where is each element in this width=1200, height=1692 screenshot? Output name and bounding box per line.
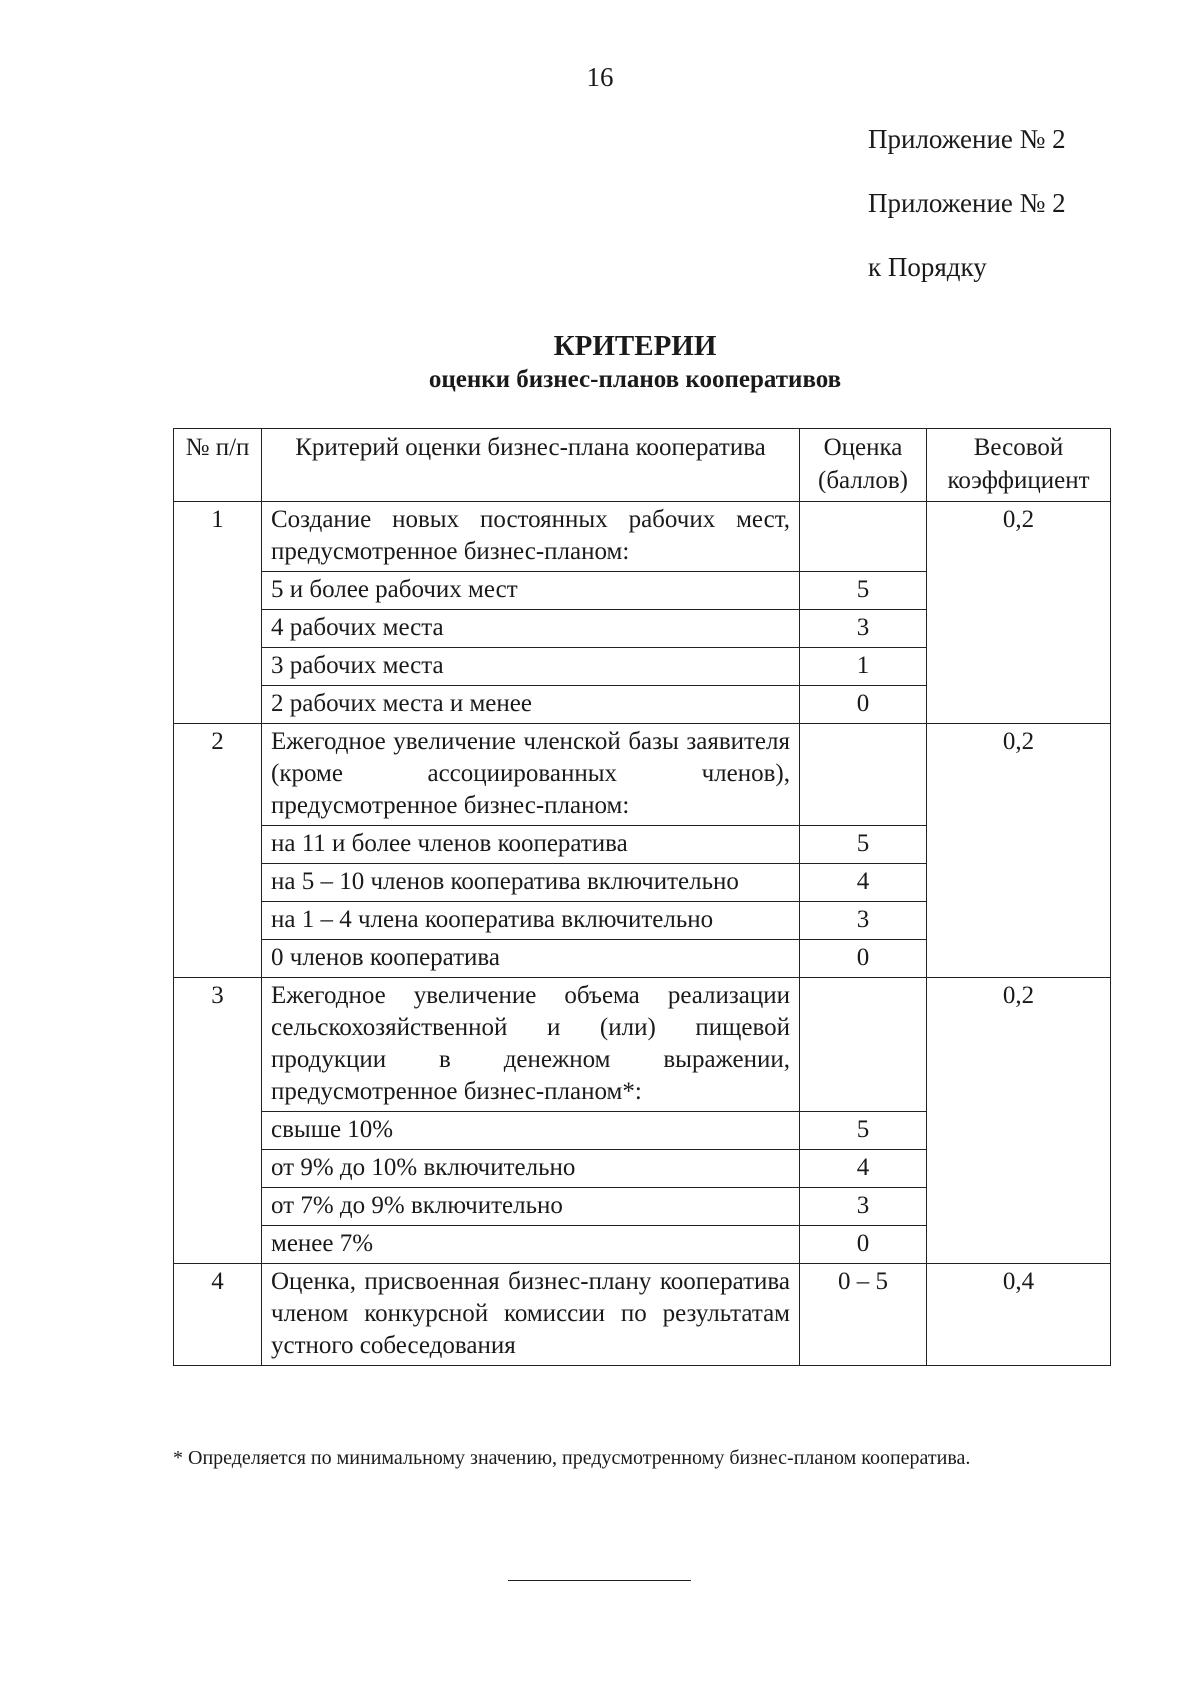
table-header-row bbox=[174, 429, 1111, 502]
appendix-order-reference: к Порядку bbox=[868, 252, 987, 282]
option-score: 3 bbox=[800, 902, 927, 940]
option-text: менее 7% bbox=[262, 1226, 800, 1264]
option-text: 5 и более рабочих мест bbox=[262, 572, 800, 610]
criteria-table bbox=[173, 428, 1111, 1366]
option-text: свыше 10% bbox=[262, 1112, 800, 1150]
option-text: 0 членов кооператива bbox=[262, 940, 800, 978]
header-weight: Весовой коэффициент bbox=[927, 429, 1111, 502]
criterion-weight: 0,2 bbox=[927, 978, 1111, 1264]
criterion-score bbox=[800, 978, 927, 1112]
option-text: от 7% до 9% включительно bbox=[262, 1188, 800, 1226]
criterion-number: 3 bbox=[174, 978, 262, 1264]
option-score: 0 bbox=[800, 686, 927, 724]
option-text: на 1 – 4 члена кооператива включительно bbox=[262, 902, 800, 940]
option-score: 1 bbox=[800, 648, 927, 686]
option-score: 4 bbox=[800, 1150, 927, 1188]
option-score: 3 bbox=[800, 610, 927, 648]
option-text: от 9% до 10% включительно bbox=[262, 1150, 800, 1188]
criterion-score: 0 – 5 bbox=[800, 1264, 927, 1366]
criterion-text: Создание новых постоянных рабочих мест, предусмотренное бизнес-планом: bbox=[262, 502, 800, 572]
criterion-score bbox=[800, 724, 927, 826]
option-text: на 11 и более членов кооператива bbox=[262, 826, 800, 864]
criterion-text: Оценка, присвоенная бизнес-плану кооператива членом конкурсной комиссии по результатам устного собеседования bbox=[262, 1264, 800, 1366]
header-number: № п/п bbox=[174, 429, 262, 502]
table-row bbox=[174, 724, 1111, 826]
option-text: 2 рабочих места и менее bbox=[262, 686, 800, 724]
criterion-score bbox=[800, 502, 927, 572]
criterion-weight: 0,2 bbox=[927, 502, 1111, 724]
option-score: 4 bbox=[800, 864, 927, 902]
option-score: 5 bbox=[800, 1112, 927, 1150]
end-divider bbox=[508, 1580, 691, 1581]
header-criterion: Критерий оценки бизнес-плана кооператива bbox=[262, 429, 800, 502]
option-text: на 5 – 10 членов кооператива включительно bbox=[262, 864, 800, 902]
document-subtitle: оценки бизнес-планов кооперативов bbox=[428, 366, 842, 393]
option-score: 5 bbox=[800, 572, 927, 610]
table-row bbox=[174, 978, 1111, 1112]
appendix-label: Приложение № 2 bbox=[868, 124, 1066, 154]
option-text: 3 рабочих места bbox=[262, 648, 800, 686]
criterion-number: 4 bbox=[174, 1264, 262, 1366]
appendix-label-repeat: Приложение № 2 bbox=[868, 188, 1066, 218]
criterion-number: 1 bbox=[174, 502, 262, 724]
option-score: 5 bbox=[800, 826, 927, 864]
table-row bbox=[174, 1264, 1111, 1366]
criterion-text: Ежегодное увеличение членской базы заявителя (кроме ассоциированных членов), предусмотренное бизнес-планом: bbox=[262, 724, 800, 826]
criterion-number: 2 bbox=[174, 724, 262, 978]
option-text: 4 рабочих места bbox=[262, 610, 800, 648]
criterion-weight: 0,4 bbox=[927, 1264, 1111, 1366]
option-score: 0 bbox=[800, 940, 927, 978]
document-title: КРИТЕРИИ bbox=[553, 330, 717, 362]
criterion-text: Ежегодное увеличение объема реализации сельскохозяйственной и (или) пищевой продукции в денежном выражении, предусмотренное бизнес-планом*: bbox=[262, 978, 800, 1112]
criterion-weight: 0,2 bbox=[927, 724, 1111, 978]
page-number: 16 bbox=[586, 62, 614, 92]
option-score: 0 bbox=[800, 1226, 927, 1264]
footnote: * Определяется по минимальному значению, предусмотренному бизнес-планом кооператива. bbox=[173, 1447, 971, 1469]
header-score: Оценка (баллов) bbox=[800, 429, 927, 502]
option-score: 3 bbox=[800, 1188, 927, 1226]
table-row bbox=[174, 502, 1111, 572]
